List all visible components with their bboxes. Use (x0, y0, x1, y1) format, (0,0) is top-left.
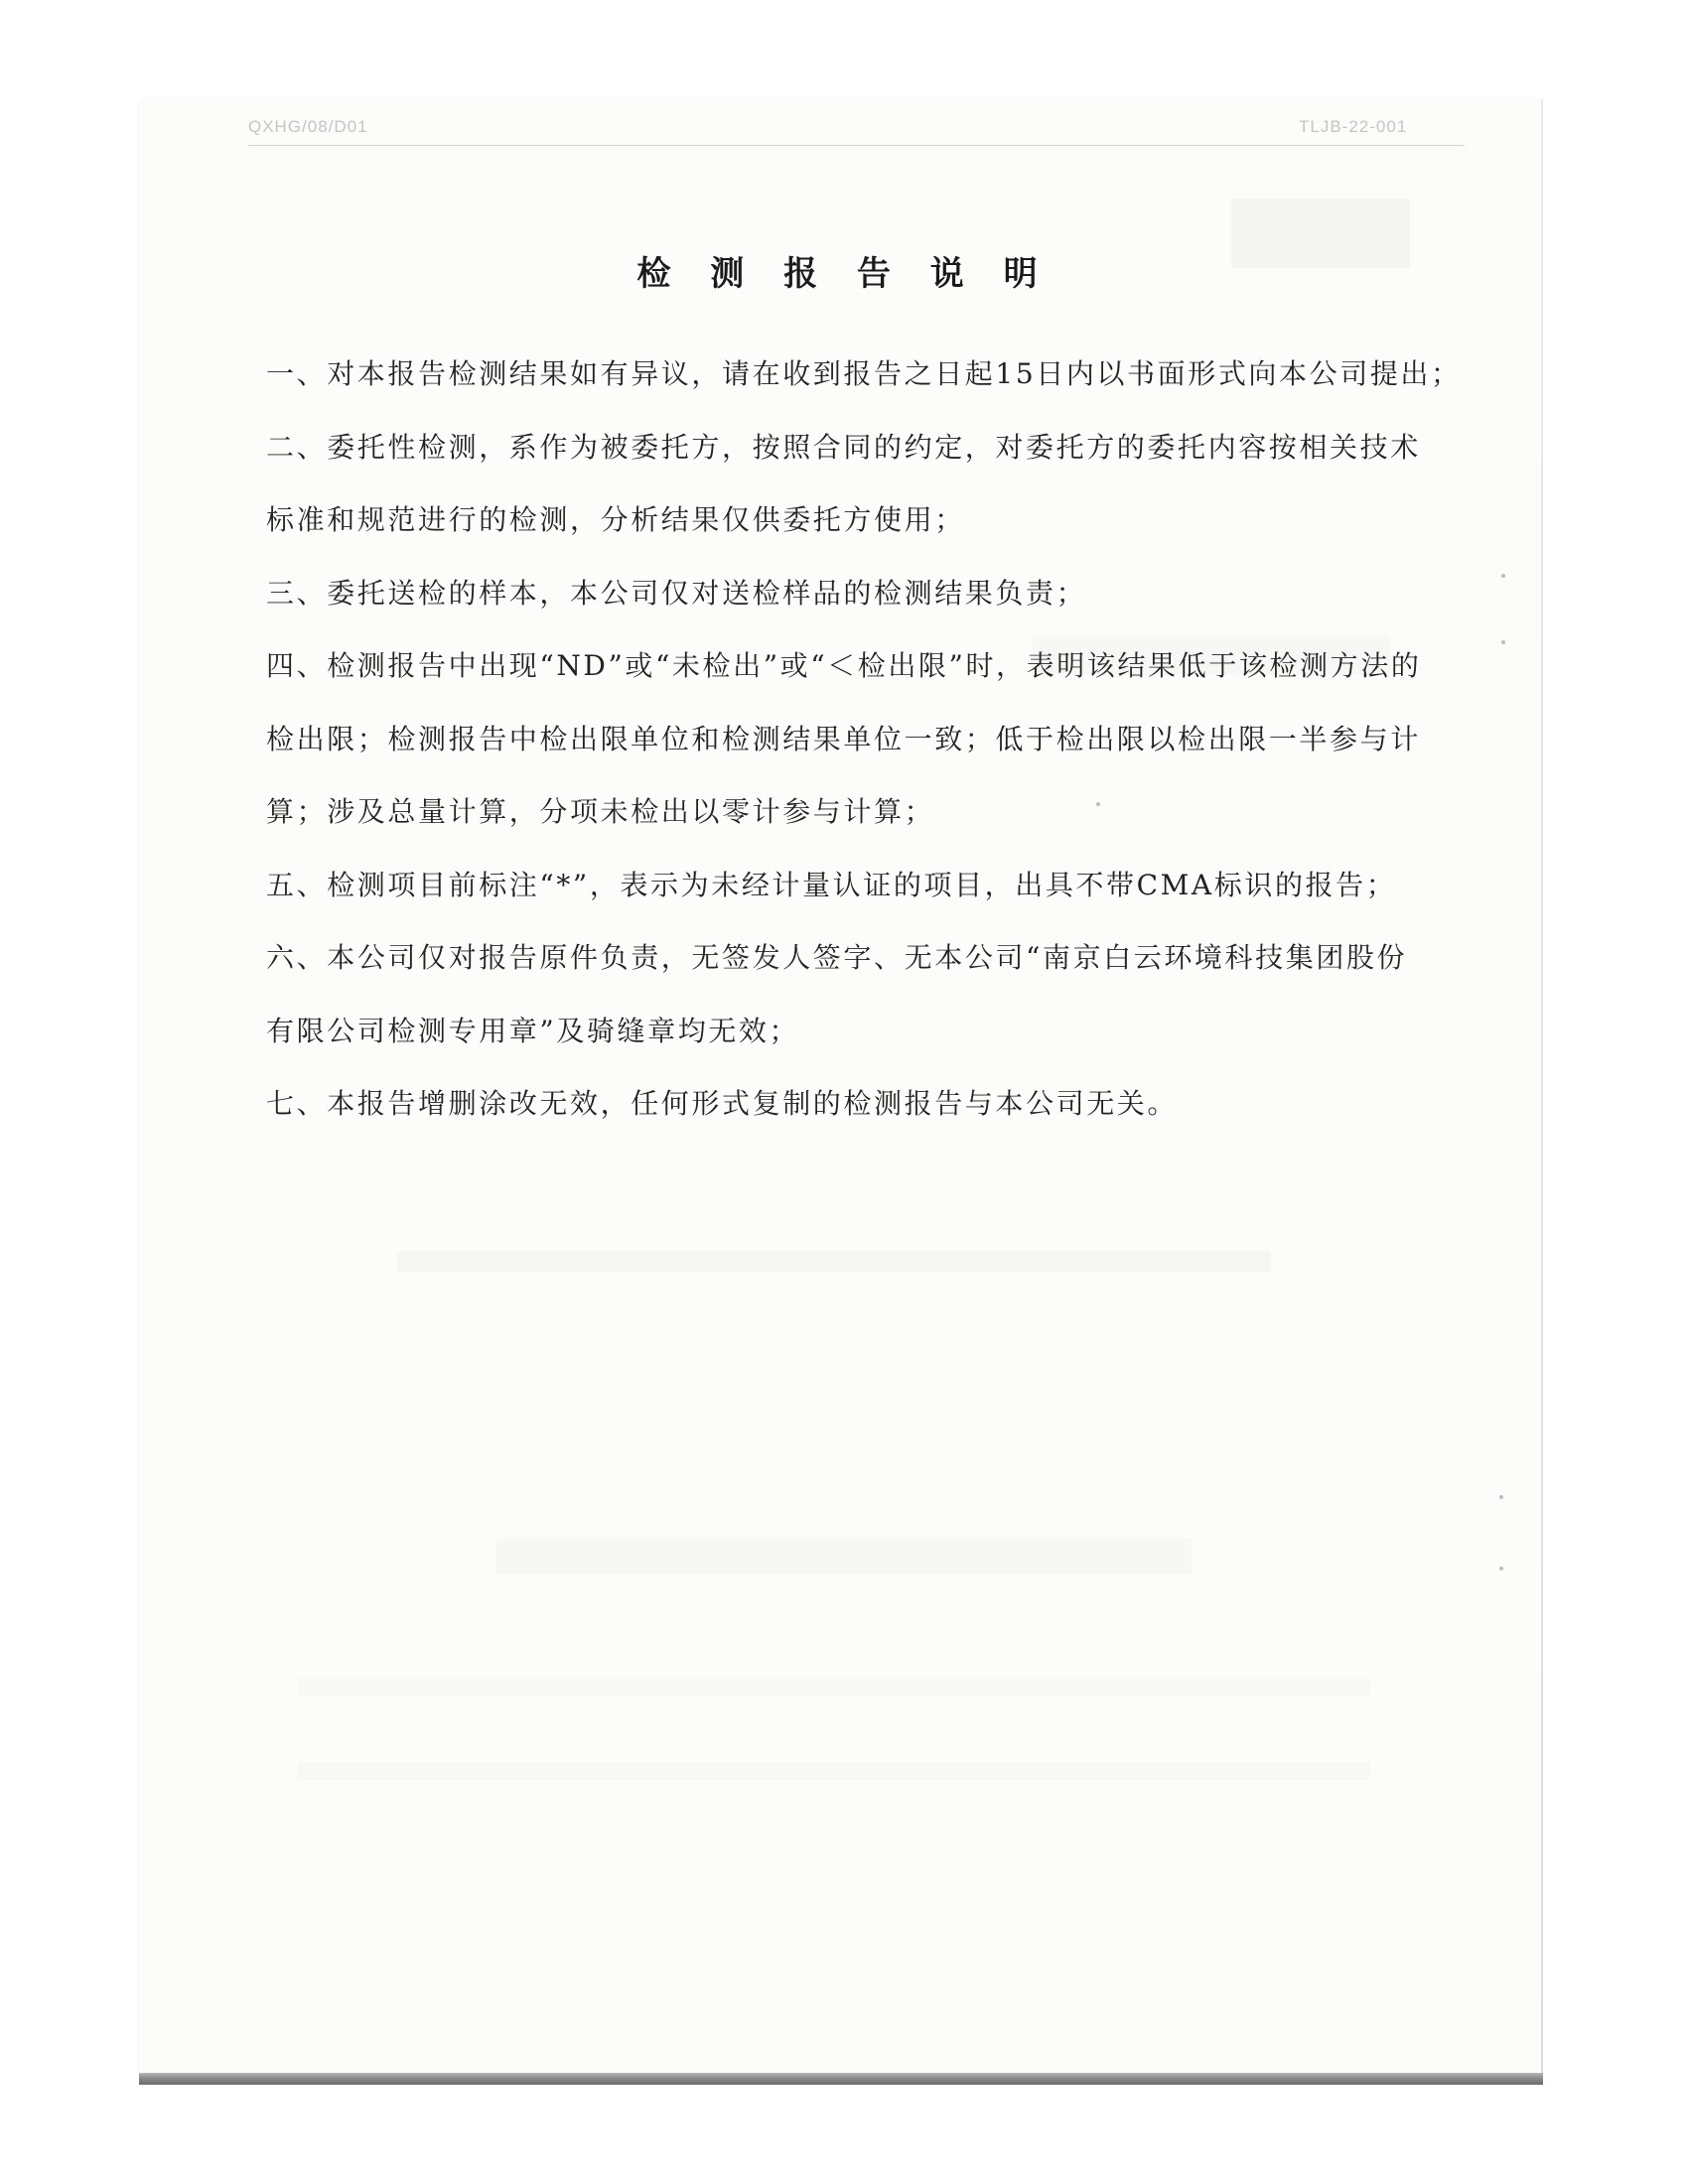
speck (1499, 1495, 1503, 1499)
speck (1499, 1567, 1503, 1570)
clause-2: 二、委托性检测，系作为被委托方，按照合同的约定，对委托方的委托内容按相关技术标准和规范进行的检测，分析结果仅供委托方使用； (266, 430, 1421, 536)
clause-1: 一、对本报告检测结果如有异议，请在收到报告之日起15日内以书面形式向本公司提出； (266, 357, 1462, 390)
page-edge (1541, 99, 1543, 2085)
bleed-through-mark (496, 1539, 1192, 1574)
clause-4: 四、检测报告中出现“ND”或“未检出”或“＜检出限”时，表明该结果低于该检测方法的检出限；检测报告中检出限单位和检测结果单位一致；低于检出限以检出限一半参与计算；涉及总量计算，分项未检出以零计参与计算； (266, 649, 1422, 828)
page-bottom-edge (139, 2073, 1543, 2085)
clause-5: 五、检测项目前标注“*”，表示为未经计量认证的项目，出具不带CMA标识的报告； (266, 868, 1397, 901)
header-divider (248, 145, 1465, 146)
clause-7: 七、本报告增删涂改无效，任何形式复制的检测报告与本公司无关。 (266, 1087, 1179, 1120)
bleed-through-mark (397, 1251, 1271, 1273)
clause-6: 六、本公司仅对报告原件负责，无签发人签字、无本公司“南京白云环境科技集团股份有限公司检测专用章”及骑缝章均无效； (266, 941, 1408, 1047)
document-code-left: QXHG/08/D01 (248, 117, 368, 136)
document-code-right: TLJB-22-001 (1299, 117, 1408, 136)
report-notes (266, 338, 1462, 1141)
speck (1501, 574, 1505, 578)
bleed-through-mark (298, 1762, 1370, 1780)
speck (1501, 640, 1505, 644)
bleed-through-mark (298, 1678, 1370, 1696)
page-title: 检 测 报 告 说 明 (636, 254, 1052, 294)
clause-3: 三、委托送检的样本，本公司仅对送检样品的检测结果负责； (266, 576, 1087, 610)
